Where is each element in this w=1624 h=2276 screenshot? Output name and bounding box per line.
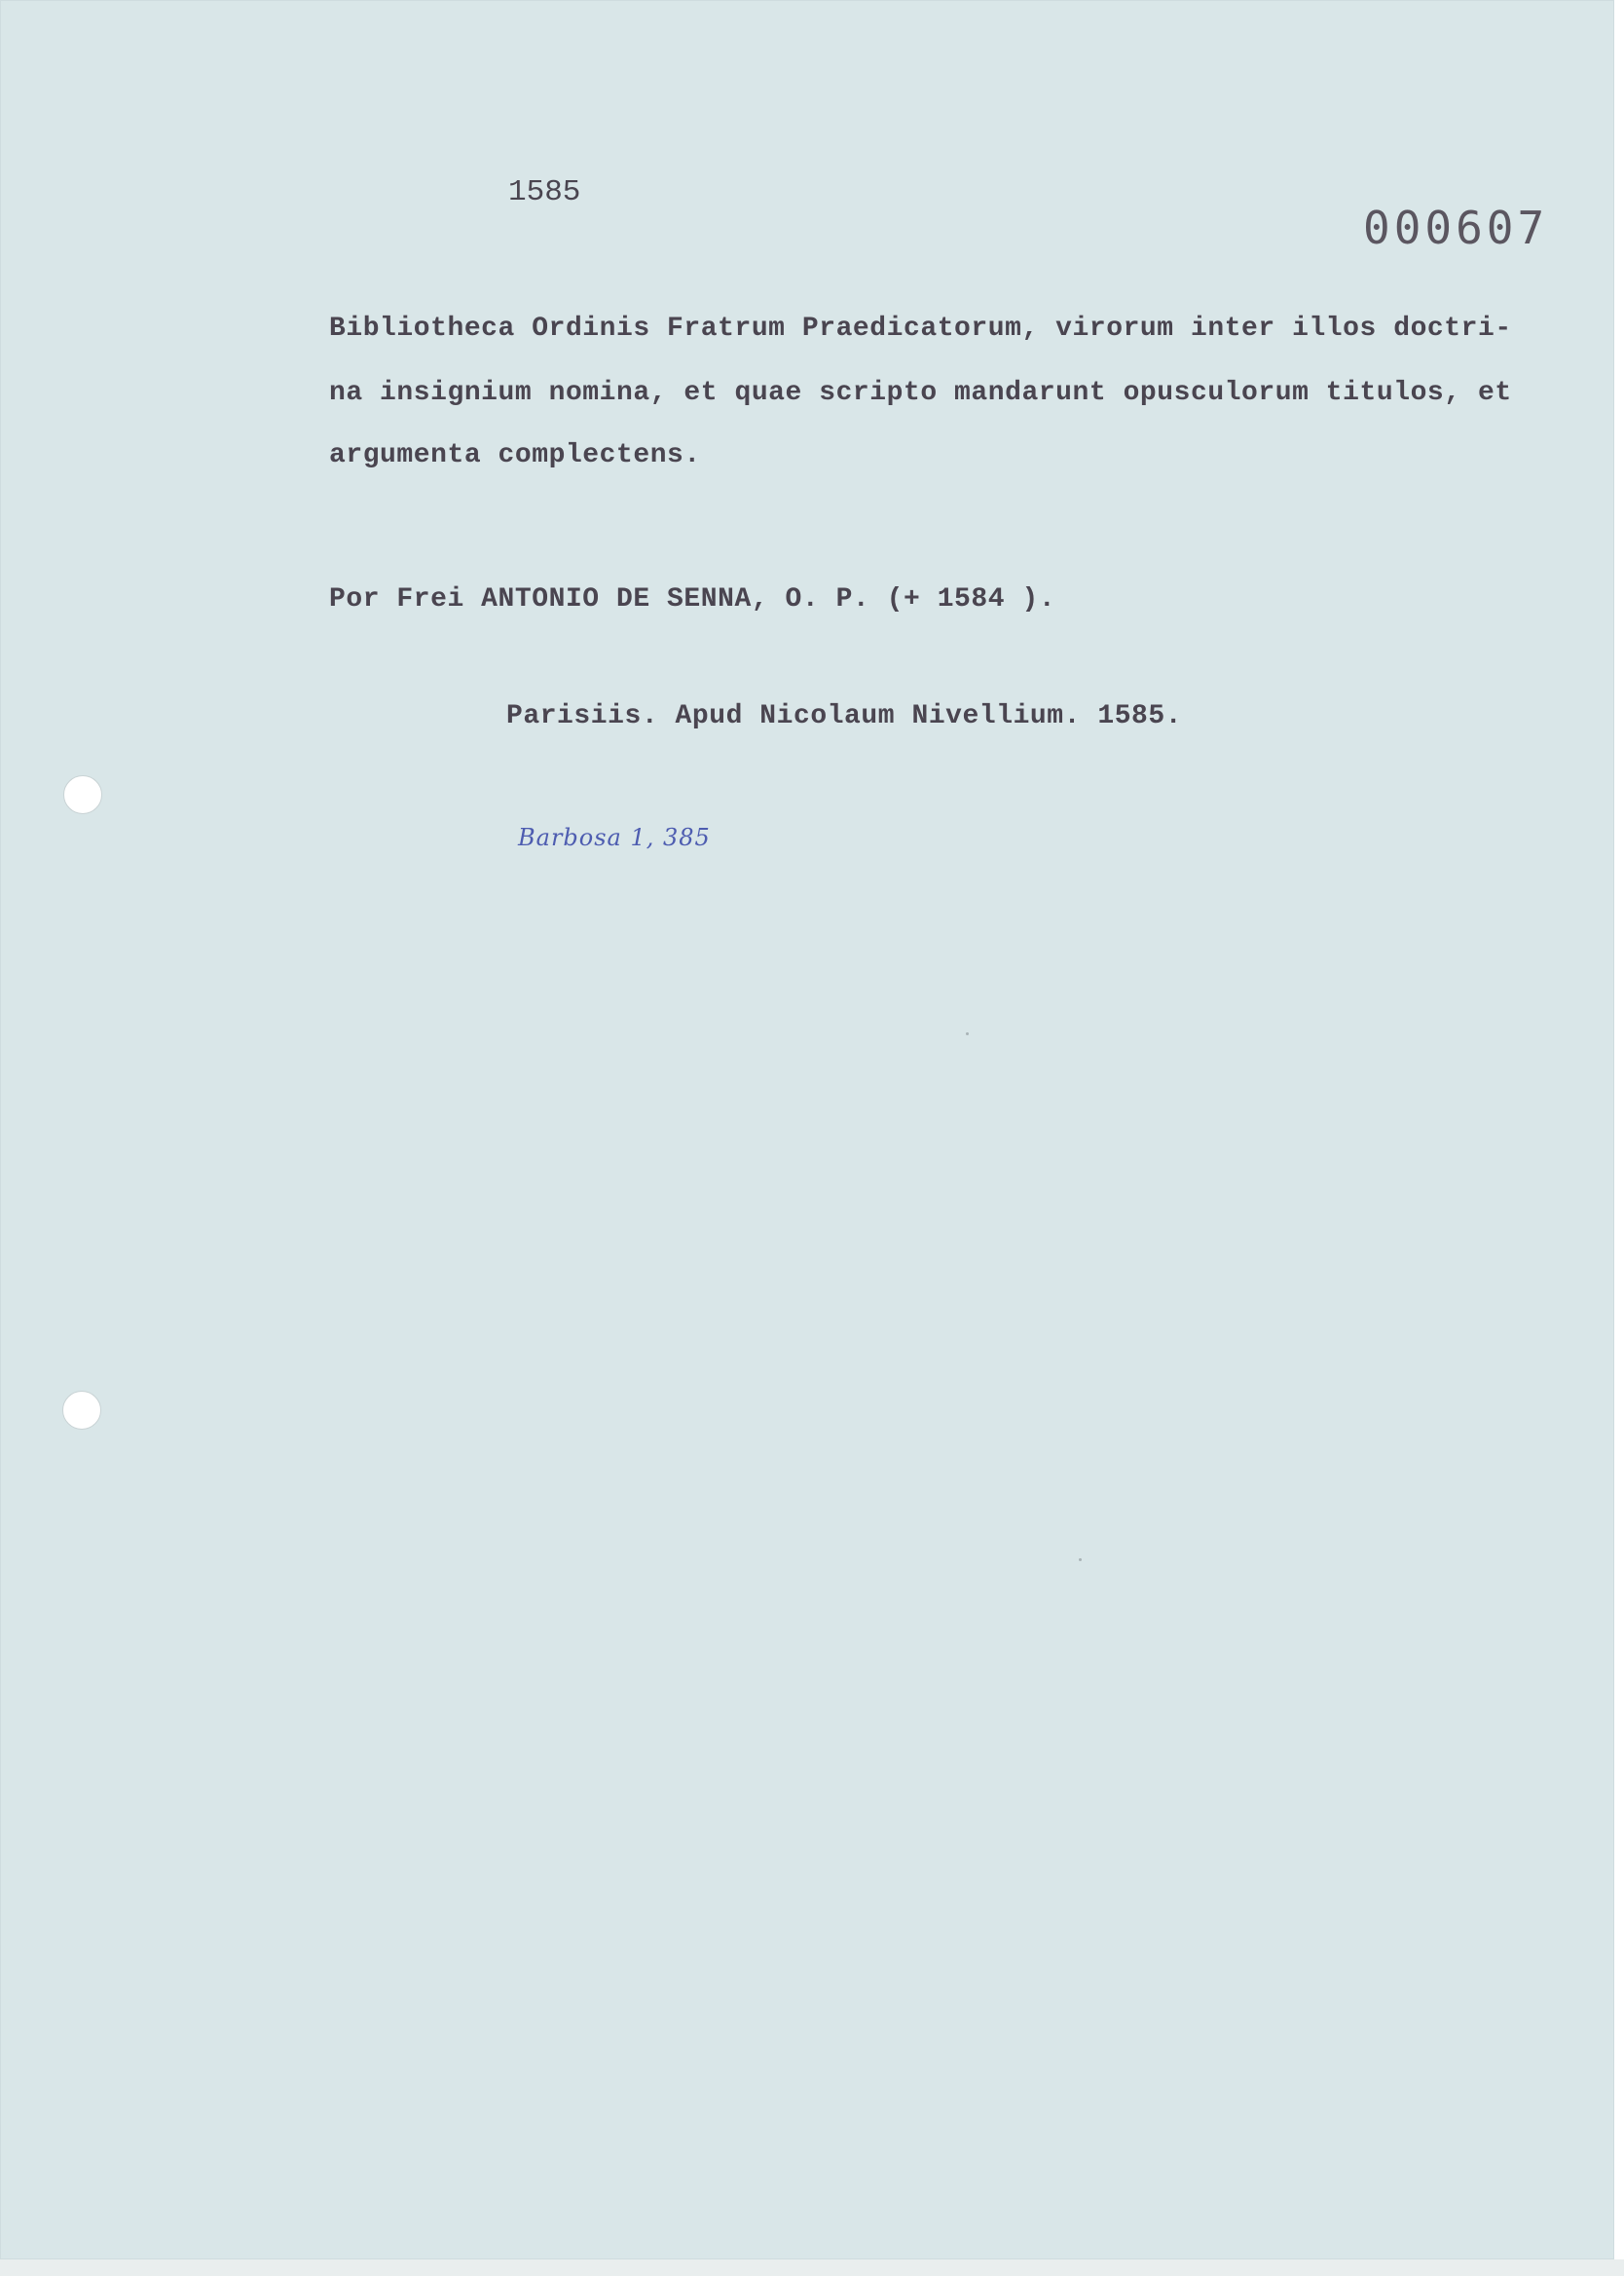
title-line-3: argumenta complectens. bbox=[329, 440, 701, 470]
punch-hole-bottom bbox=[62, 1391, 101, 1430]
title-line-2: na insignium nomina, et quae scripto mandarunt opusculorum titulos, et bbox=[329, 378, 1512, 408]
year-heading: 1585 bbox=[508, 175, 581, 209]
imprint-line: Parisiis. Apud Nicolaum Nivellium. 1585. bbox=[506, 701, 1183, 731]
scan-margin-right bbox=[1614, 0, 1624, 2276]
record-number-stamp: 000607 bbox=[1363, 202, 1549, 254]
scan-margin-bottom bbox=[0, 2259, 1624, 2276]
paper-speck bbox=[1079, 1558, 1082, 1561]
paper-speck bbox=[966, 1032, 969, 1035]
title-line-1: Bibliotheca Ordinis Fratrum Praedicatorum, virorum inter illos doctri- bbox=[329, 314, 1512, 344]
author-line: Por Frei ANTONIO DE SENNA, O. P. (+ 1584 ). bbox=[329, 584, 1056, 615]
handwritten-reference-note: Barbosa 1, 385 bbox=[518, 824, 711, 851]
punch-hole-top bbox=[63, 775, 102, 814]
